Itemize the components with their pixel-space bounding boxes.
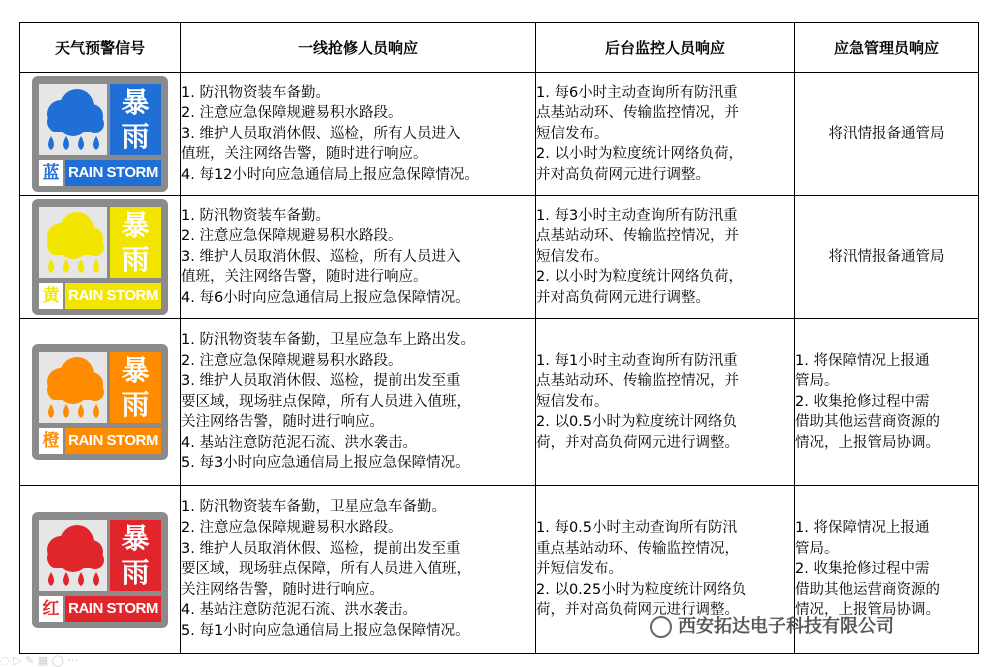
rainstorm-signal-icon (32, 199, 168, 315)
backend-response-line: 点基站动环、传输监控情况，并 (536, 105, 739, 122)
signal-label-bar (39, 160, 161, 186)
field-response-line: 3. 维护人员取消休假、巡检，提前出发至重 (181, 540, 461, 557)
rain-drop (63, 136, 69, 150)
signal-label-bar (39, 596, 161, 622)
backend-response-line: 点基站动环、传输监控情况，并 (536, 373, 739, 390)
table-row (20, 196, 979, 319)
header-backend-monitor: 后台监控人员响应 (536, 23, 795, 73)
backend-response-line: 重点基站动环、传输监控情况， (536, 540, 739, 557)
backend-response-line: 并对高负荷网元进行调整。 (536, 166, 710, 183)
field-response-line: 2. 注意应急保障规避易积水路段。 (181, 520, 403, 537)
signal-level: 橙 (39, 428, 63, 454)
signal-en-text: RAIN STORM (65, 428, 161, 454)
backend-response-line: 荷，并对高负荷网元进行调整。 (536, 434, 739, 451)
rain-drop (78, 404, 84, 418)
field-response-line: 3. 维护人员取消休假、巡检，所有人员进入 (181, 125, 461, 142)
cloud-rain-icon (39, 84, 107, 155)
field-response-line: 2. 注意应急保障规避易积水路段。 (181, 105, 403, 122)
char-yu: 雨 (121, 243, 150, 276)
backend-response-line: 2. 以小时为粒度统计网络负荷， (536, 269, 743, 286)
rain-drop (78, 136, 84, 150)
field-response-cell (181, 73, 536, 196)
rain-drop (93, 572, 99, 586)
manager-response-line: 情况，上报管局协调。 (795, 434, 940, 451)
manager-response-line: 借助其他运营商资源的 (795, 581, 940, 598)
signal-label-bar (39, 283, 161, 309)
field-response-line: 2. 注意应急保障规避易积水路段。 (181, 228, 403, 245)
backend-response-line: 并对高负荷网元进行调整。 (536, 289, 710, 306)
backend-response-line: 并短信发布。 (536, 561, 623, 578)
signal-character-box (110, 84, 161, 155)
manager-response-cell (795, 196, 979, 319)
manager-response-line: 管局。 (795, 373, 839, 390)
field-response-line: 5. 每3小时向应急通信局上报应急保障情况。 (181, 455, 470, 472)
field-response-line: 4. 基站注意防范泥石流、洪水袭击。 (181, 602, 417, 619)
char-yu: 雨 (121, 120, 150, 153)
signal-en-text: RAIN STORM (65, 596, 161, 622)
signal-character-box (110, 520, 161, 591)
field-response-line: 5. 每1小时向应急通信局上报应急保障情况。 (181, 622, 470, 639)
signal-cell (20, 486, 181, 654)
rain-drop (78, 572, 84, 586)
signal-character-box (110, 352, 161, 423)
field-response-line: 1. 防汛物资装车备勤，卫星应急车上路出发。 (181, 331, 475, 348)
cloud-rain-icon (39, 207, 107, 278)
manager-response-cell (795, 73, 979, 196)
cloud-rain-icon (39, 520, 107, 591)
manager-response-line: 2. 收集抢修过程中需 (795, 561, 930, 578)
cloud-base (49, 386, 101, 400)
char-bao: 暴 (121, 354, 150, 387)
field-response-line: 要区域，现场驻点保障，所有人员进入值班， (181, 393, 471, 410)
rain-drop (78, 259, 84, 273)
manager-response-line: 借助其他运营商资源的 (795, 414, 940, 431)
signal-character-box (110, 207, 161, 278)
rain-drop (93, 136, 99, 150)
manager-response-line: 情况，上报管局协调。 (795, 602, 940, 619)
manager-response-line: 将汛情报备通管局 (828, 125, 945, 142)
signal-cell (20, 196, 181, 319)
backend-response-line: 短信发布。 (536, 393, 609, 410)
backend-response-line: 短信发布。 (536, 125, 609, 142)
field-response-line: 4. 基站注意防范泥石流、洪水袭击。 (181, 434, 417, 451)
watermark-text: 西安拓达电子科技有限公司 (678, 616, 894, 637)
backend-response-line: 2. 以0.25小时为粒度统计网络负 (536, 581, 747, 598)
backend-response-cell (536, 73, 795, 196)
emergency-response-table (19, 22, 979, 654)
rainstorm-signal-icon (32, 344, 168, 460)
watermark (650, 612, 894, 638)
backend-response-cell (536, 196, 795, 319)
char-yu: 雨 (121, 388, 150, 421)
char-yu: 雨 (121, 555, 150, 589)
cloud-base (49, 241, 101, 255)
signal-level: 蓝 (39, 160, 63, 186)
signal-label-bar (39, 428, 161, 454)
field-response-cell (181, 319, 536, 486)
header-signal: 天气预警信号 (20, 23, 181, 73)
field-response-cell (181, 486, 536, 654)
rain-drop (93, 404, 99, 418)
rain-drop (48, 136, 54, 150)
backend-response-line: 2. 以0.5小时为粒度统计网络负 (536, 414, 738, 431)
backend-response-line: 短信发布。 (536, 248, 609, 265)
field-response-line: 值班，关注网络告警，随时进行响应。 (181, 146, 428, 163)
field-response-line: 1. 防汛物资装车备勤。 (181, 207, 330, 224)
rain-drop (48, 572, 54, 586)
manager-response-line: 1. 将保障情况上报通 (795, 520, 930, 537)
table-header-row (20, 23, 979, 73)
signal-level: 黄 (39, 283, 63, 309)
rain-drop (48, 259, 54, 273)
backend-response-line: 1. 每3小时主动查询所有防汛重 (536, 207, 738, 224)
field-response-line: 3. 维护人员取消休假、巡检，提前出发至重 (181, 373, 461, 390)
manager-response-line: 管局。 (795, 540, 839, 557)
manager-response-cell (795, 319, 979, 486)
backend-response-line: 荷，并对高负荷网元进行调整。 (536, 602, 739, 619)
manager-response-line: 将汛情报备通管局 (828, 248, 945, 265)
manager-response-line: 2. 收集抢修过程中需 (795, 393, 930, 410)
signal-cell (20, 73, 181, 196)
cloud-base (49, 118, 101, 132)
field-response-line: 4. 每6小时向应急通信局上报应急保障情况。 (181, 289, 470, 306)
char-bao: 暴 (121, 86, 150, 119)
backend-response-cell (536, 319, 795, 486)
rain-drop (63, 259, 69, 273)
cloud-base (49, 554, 101, 568)
field-response-line: 值班，关注网络告警，随时进行响应。 (181, 269, 428, 286)
signal-en-text: RAIN STORM (65, 283, 161, 309)
rain-drop (63, 404, 69, 418)
cloud-rain-icon (39, 352, 107, 423)
field-response-line: 1. 防汛物资装车备勤，卫星应急车备勤。 (181, 499, 446, 516)
bottom-toolbar-faint (0, 654, 240, 667)
backend-response-line: 1. 每6小时主动查询所有防汛重 (536, 84, 738, 101)
field-response-line: 4. 每12小时向应急通信局上报应急保障情况。 (181, 166, 479, 183)
rain-drop (93, 259, 99, 273)
rain-drop (48, 404, 54, 418)
field-response-line: 关注网络告警，随时进行响应。 (181, 581, 384, 598)
rainstorm-signal-icon (32, 512, 168, 628)
backend-response-line: 点基站动环、传输监控情况，并 (536, 228, 739, 245)
manager-response-line: 1. 将保障情况上报通 (795, 352, 930, 369)
signal-en-text: RAIN STORM (65, 160, 161, 186)
field-response-line: 3. 维护人员取消休假、巡检，所有人员进入 (181, 248, 461, 265)
backend-response-line: 2. 以小时为粒度统计网络负荷， (536, 146, 743, 163)
field-response-line: 关注网络告警，随时进行响应。 (181, 414, 384, 431)
backend-response-line: 1. 每1小时主动查询所有防汛重 (536, 352, 738, 369)
rain-drop (63, 572, 69, 586)
rainstorm-signal-icon (32, 76, 168, 192)
header-manager: 应急管理员响应 (795, 23, 979, 73)
char-bao: 暴 (121, 209, 150, 242)
backend-response-line: 1. 每0.5小时主动查询所有防汛 (536, 520, 738, 537)
signal-cell (20, 319, 181, 486)
char-bao: 暴 (121, 521, 150, 555)
header-field-staff: 一线抢修人员响应 (181, 23, 536, 73)
table-row (20, 73, 979, 196)
wechat-logo-icon (650, 616, 672, 638)
field-response-line: 要区域，现场驻点保障，所有人员进入值班， (181, 561, 471, 578)
signal-level: 红 (39, 596, 63, 622)
table-row (20, 319, 979, 486)
field-response-cell (181, 196, 536, 319)
field-response-line: 1. 防汛物资装车备勤。 (181, 84, 330, 101)
faint-icons: ◌ ▷ ✎ ▦ ◯ ··· (0, 654, 78, 667)
field-response-line: 2. 注意应急保障规避易积水路段。 (181, 352, 403, 369)
